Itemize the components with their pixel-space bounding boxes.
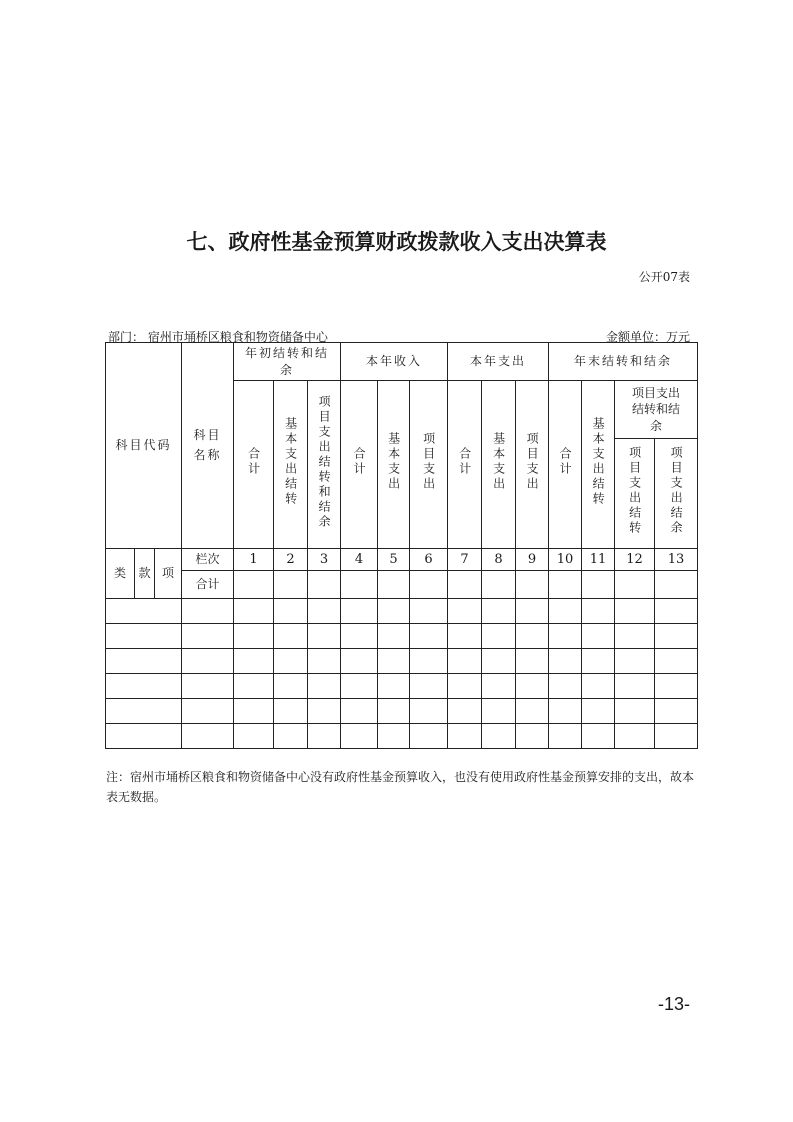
table-cell bbox=[274, 624, 308, 649]
table-cell bbox=[410, 571, 448, 599]
table-cell bbox=[378, 571, 410, 599]
table-cell bbox=[182, 649, 234, 674]
column-number: 6 bbox=[410, 549, 448, 571]
table-cell bbox=[448, 571, 482, 599]
column-number: 1 bbox=[234, 549, 274, 571]
table-cell bbox=[341, 649, 378, 674]
table-cell bbox=[341, 699, 378, 724]
table-cell bbox=[234, 571, 274, 599]
income-total-header: 合计 bbox=[341, 381, 378, 549]
table-cell bbox=[482, 599, 516, 624]
page-number: -13- bbox=[657, 994, 690, 1014]
table-cell bbox=[615, 571, 655, 599]
table-cell bbox=[234, 674, 274, 699]
table-cell bbox=[655, 699, 698, 724]
unit-label: 金额单位：万元 bbox=[605, 330, 690, 344]
column-number: 12 bbox=[615, 549, 655, 571]
table-cell bbox=[582, 724, 615, 749]
form-number: 公开07表 bbox=[638, 270, 690, 284]
table-cell bbox=[182, 599, 234, 624]
table-cell bbox=[655, 649, 698, 674]
table-cell bbox=[341, 674, 378, 699]
table-row bbox=[106, 624, 698, 649]
table-row bbox=[106, 571, 698, 599]
table-cell bbox=[448, 699, 482, 724]
table-cell bbox=[410, 674, 448, 699]
column-number: 8 bbox=[482, 549, 516, 571]
table-cell bbox=[378, 699, 410, 724]
table-cell bbox=[482, 674, 516, 699]
table-cell bbox=[378, 624, 410, 649]
table-cell bbox=[549, 724, 582, 749]
table-cell bbox=[182, 724, 234, 749]
column-number: 3 bbox=[308, 549, 341, 571]
table-cell bbox=[655, 724, 698, 749]
xiang-header: 项 bbox=[155, 549, 182, 599]
table-cell bbox=[615, 674, 655, 699]
subject-code-header: 科目代码 bbox=[106, 343, 182, 549]
table-cell bbox=[582, 649, 615, 674]
table-cell bbox=[341, 571, 378, 599]
table-cell bbox=[448, 724, 482, 749]
total-row-label: 合计 bbox=[182, 571, 234, 599]
table-row bbox=[106, 649, 698, 674]
table-cell bbox=[341, 724, 378, 749]
table-cell bbox=[234, 649, 274, 674]
table-cell bbox=[182, 699, 234, 724]
table-cell bbox=[448, 599, 482, 624]
table-cell bbox=[308, 724, 341, 749]
table-cell bbox=[516, 599, 549, 624]
table-cell bbox=[274, 699, 308, 724]
table-cell bbox=[549, 599, 582, 624]
table-cell bbox=[410, 649, 448, 674]
table-cell bbox=[482, 624, 516, 649]
table-cell bbox=[106, 649, 182, 674]
table-cell bbox=[378, 674, 410, 699]
opening-basic-carry-header: 基本支出结转 bbox=[274, 381, 308, 549]
expense-project-header: 项目支出 bbox=[516, 381, 549, 549]
column-number: 9 bbox=[516, 549, 549, 571]
column-index-label: 栏次 bbox=[182, 549, 234, 571]
table-cell bbox=[341, 624, 378, 649]
table-cell bbox=[516, 699, 549, 724]
table-cell bbox=[582, 599, 615, 624]
table-cell bbox=[448, 649, 482, 674]
expense-total-header: 合计 bbox=[448, 381, 482, 549]
table-cell bbox=[448, 674, 482, 699]
table-cell bbox=[410, 699, 448, 724]
table-cell bbox=[378, 649, 410, 674]
lei-header: 类 bbox=[106, 549, 135, 599]
table-cell bbox=[308, 571, 341, 599]
table-cell bbox=[582, 699, 615, 724]
table-cell bbox=[308, 674, 341, 699]
budget-table bbox=[105, 342, 698, 749]
table-cell bbox=[516, 624, 549, 649]
table-cell bbox=[582, 571, 615, 599]
table-row bbox=[106, 674, 698, 699]
closing-balance-header: 年末结转和结余 bbox=[549, 343, 698, 381]
table-cell bbox=[655, 674, 698, 699]
subject-name-header: 科目名称 bbox=[182, 343, 234, 549]
table-cell bbox=[582, 674, 615, 699]
table-cell bbox=[516, 571, 549, 599]
table-cell bbox=[410, 624, 448, 649]
table-row bbox=[106, 699, 698, 724]
table-cell bbox=[234, 699, 274, 724]
table-cell bbox=[482, 724, 516, 749]
table-cell bbox=[182, 624, 234, 649]
table-cell bbox=[410, 724, 448, 749]
table-cell bbox=[482, 699, 516, 724]
table-cell bbox=[234, 599, 274, 624]
column-number: 5 bbox=[378, 549, 410, 571]
opening-total-header: 合计 bbox=[234, 381, 274, 549]
table-cell bbox=[549, 699, 582, 724]
table-cell bbox=[274, 649, 308, 674]
table-cell bbox=[182, 674, 234, 699]
table-cell bbox=[615, 624, 655, 649]
table-cell bbox=[615, 724, 655, 749]
opening-balance-header: 年初结转和结余 bbox=[234, 343, 341, 381]
department-label: 部门： 宿州市埇桥区粮食和物资储备中心 bbox=[108, 330, 328, 344]
table-cell bbox=[308, 599, 341, 624]
table-cell bbox=[615, 699, 655, 724]
closing-total-header: 合计 bbox=[549, 381, 582, 549]
table-cell bbox=[378, 724, 410, 749]
closing-project-carry-surplus-header: 项目支出结转和结余 bbox=[615, 381, 698, 439]
income-header: 本年收入 bbox=[341, 343, 448, 381]
table-cell bbox=[274, 571, 308, 599]
column-number: 10 bbox=[549, 549, 582, 571]
table-cell bbox=[655, 599, 698, 624]
table-cell bbox=[106, 599, 182, 624]
table-cell bbox=[549, 649, 582, 674]
table-cell bbox=[378, 599, 410, 624]
table-cell bbox=[308, 699, 341, 724]
opening-project-carry-header: 项目支出结转和结余 bbox=[308, 381, 341, 549]
table-cell bbox=[615, 649, 655, 674]
table-cell bbox=[655, 571, 698, 599]
income-basic-header: 基本支出 bbox=[378, 381, 410, 549]
income-project-header: 项目支出 bbox=[410, 381, 448, 549]
table-cell bbox=[549, 624, 582, 649]
table-row bbox=[106, 599, 698, 624]
table-cell bbox=[516, 674, 549, 699]
table-cell bbox=[549, 571, 582, 599]
table-cell bbox=[274, 674, 308, 699]
table-cell bbox=[516, 649, 549, 674]
column-number: 13 bbox=[655, 549, 698, 571]
kuan-header: 款 bbox=[135, 549, 155, 599]
closing-basic-carry-header: 基本支出结转 bbox=[582, 381, 615, 549]
table-cell bbox=[615, 599, 655, 624]
table-cell bbox=[106, 674, 182, 699]
table-cell bbox=[274, 724, 308, 749]
table-cell bbox=[234, 724, 274, 749]
closing-project-carry-header: 项目支出结转 bbox=[615, 439, 655, 549]
column-number: 7 bbox=[448, 549, 482, 571]
column-number: 2 bbox=[274, 549, 308, 571]
table-cell bbox=[655, 624, 698, 649]
table-cell bbox=[308, 624, 341, 649]
column-number: 4 bbox=[341, 549, 378, 571]
closing-project-surplus-header: 项目支出结余 bbox=[655, 439, 698, 549]
table-cell bbox=[274, 599, 308, 624]
table-cell bbox=[341, 599, 378, 624]
expense-header: 本年支出 bbox=[448, 343, 549, 381]
table-cell bbox=[410, 599, 448, 624]
table-cell bbox=[106, 724, 182, 749]
table-cell bbox=[582, 624, 615, 649]
expense-basic-header: 基本支出 bbox=[482, 381, 516, 549]
table-cell bbox=[448, 624, 482, 649]
table-cell bbox=[549, 674, 582, 699]
column-number: 11 bbox=[582, 549, 615, 571]
table-cell bbox=[234, 624, 274, 649]
footnote: 注：宿州市埇桥区粮食和物资储备中心没有政府性基金预算收入，也没有使用政府性基金预算安排的支出，故本表无数据。 bbox=[106, 770, 695, 804]
table-cell bbox=[482, 649, 516, 674]
table-cell bbox=[516, 724, 549, 749]
table-cell bbox=[308, 649, 341, 674]
table-cell bbox=[106, 624, 182, 649]
table-cell bbox=[482, 571, 516, 599]
table-row bbox=[106, 724, 698, 749]
table-title: 七、政府性基金预算财政拨款收入支出决算表 bbox=[186, 230, 607, 254]
table-cell bbox=[106, 699, 182, 724]
